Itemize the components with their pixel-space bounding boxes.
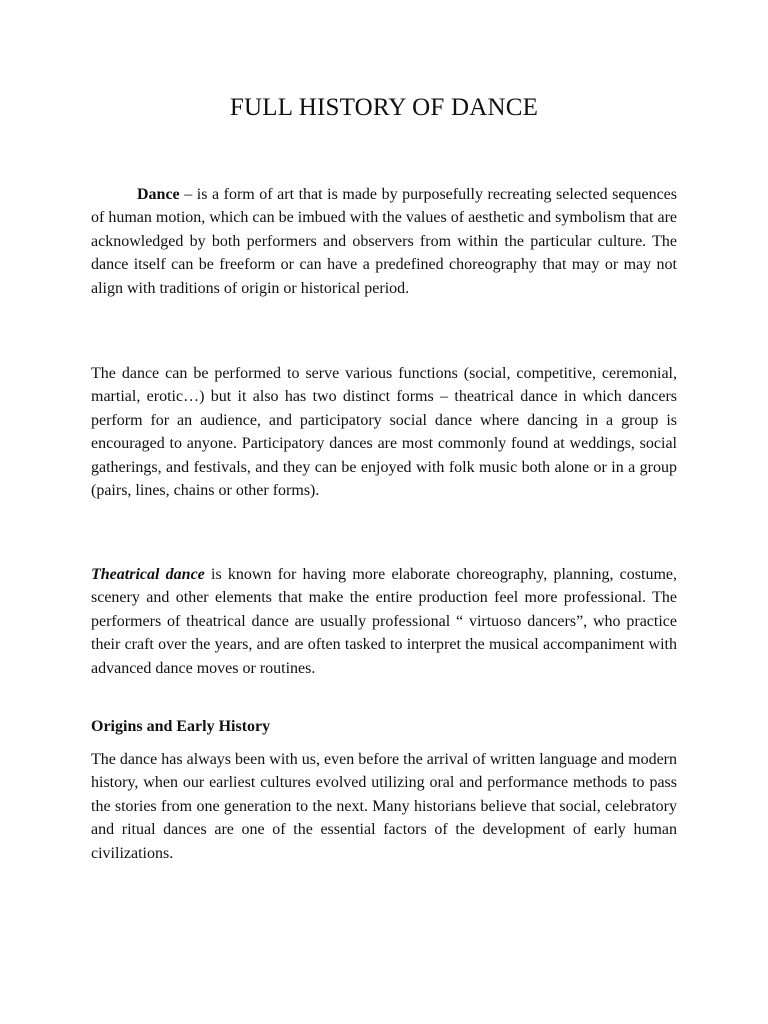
paragraph-functions-text: The dance can be performed to serve various functions (social, competitive, ceremonial, martial, erotic…) but it also has two distinct forms – theatrical dance in which dancers perform for an audience, and participatory social dance where dancing in a group is encouraged to anyone. Participatory dances are most commonly found at weddings, social gatherings, and festivals, and they can be enjoyed with folk music both alone or in a group (pairs, lines, chains or other forms). (91, 365, 677, 500)
paragraph-origins-text: The dance has always been with us, even before the arrival of written language and modern history, when our earliest cultures evolved utilizing oral and performance methods to pass the stories from one generation to the next. Many historians believe that social, celebratory and ritual dances are one of the essential factors of the development of early human civilizations. (91, 751, 677, 862)
term-theatrical-dance: Theatrical dance (91, 566, 205, 583)
term-dance: Dance (137, 186, 180, 203)
paragraph-definition (91, 183, 677, 300)
section-heading-origins: Origins and Early History (91, 718, 271, 735)
paragraph-theatrical (91, 563, 677, 680)
paragraph-origins (91, 748, 677, 865)
paragraph-functions (91, 362, 677, 502)
paragraph-theatrical-text: is known for having more elaborate choreography, planning, costume, scenery and other elements that make the entire production feel more professional. The performers of theatrical dance are usually professional “ virtuoso dancers”, who practice their craft over the years, and are often tasked to interpret the musical accompaniment with advanced dance moves or routines. (91, 566, 677, 677)
document-title: FULL HISTORY OF DANCE (229, 94, 539, 121)
paragraph-definition-text: – is a form of art that is made by purposefully recreating selected sequences of human motion, which can be imbued with the values of aesthetic and symbolism that are acknowledged by both performers and observers from within the particular culture. The dance itself can be freeform or can have a predefined choreography that may or may not align with traditions of origin or historical period. (91, 186, 677, 297)
